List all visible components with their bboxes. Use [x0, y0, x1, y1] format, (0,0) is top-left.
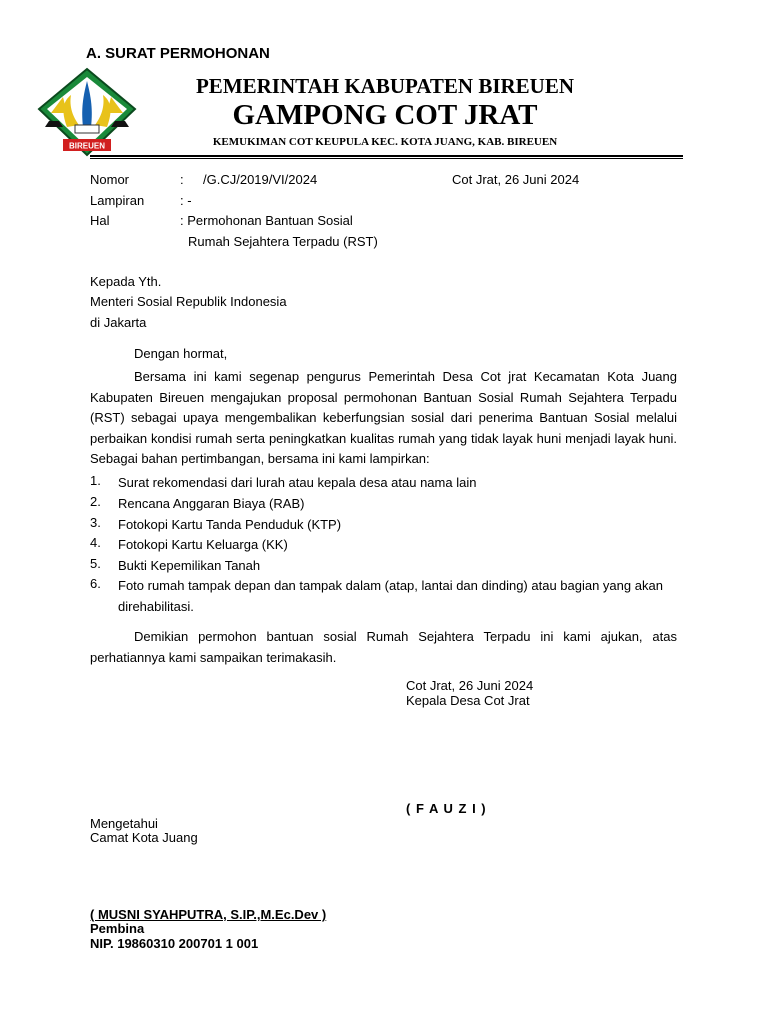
signature-position: Kepala Desa Cot Jrat [406, 693, 530, 708]
nomor-label: Nomor [90, 172, 130, 187]
bireuen-emblem-icon [37, 67, 137, 157]
recipient-line3: di Jakarta [90, 315, 147, 330]
greeting: Dengan hormat, [134, 346, 228, 361]
body-paragraph: Bersama ini kami segenap pengurus Pemerintah Desa Cot jrat Kecamatan Kota Juang Kabupaten Bireuen mengajukan proposal permohonan Bantuan Sosial Rumah Sejahtera Terpadu (RST) sebagai upaya mengembalikan keberfungsian sosial dari penerima Bantuan Sosial melalui perbaikan kondisi rumah serta peningkatkan kualitas rumah yang tidak layak huni menjadi layak huni. Sebagai bahan pertimbangan, bersama ini kami lampirkan: [90, 369, 677, 466]
lampiran-label: Lampiran [90, 193, 145, 208]
attachment-item: Rencana Anggaran Biaya (RAB) [118, 496, 305, 511]
acknowledgement-label: Mengetahui [90, 816, 158, 831]
attachment-number: 6. [90, 576, 101, 591]
attachment-item: Fotokopi Kartu Tanda Penduduk (KTP) [118, 517, 342, 532]
lampiran-value: : - [180, 193, 192, 208]
hal-value: : Permohonan Bantuan Sosial [180, 213, 353, 228]
letter-date: Cot Jrat, 26 Juni 2024 [452, 172, 580, 187]
attachment-number: 1. [90, 473, 101, 488]
closing-paragraph: Demikian permohon bantuan sosial Rumah Sejahtera Terpadu ini kami ajukan, atas perhatiannya kami sampaikan terimakasih. [90, 629, 677, 665]
nomor-colon: : [180, 172, 184, 187]
recipient-line1: Kepada Yth. [90, 274, 162, 289]
camat-rank: Pembina [90, 921, 145, 936]
attachment-number: 3. [90, 515, 101, 530]
attachment-number: 2. [90, 494, 101, 509]
letterhead-rule-thin [90, 158, 683, 159]
attachment-item: Fotokopi Kartu Keluarga (KK) [118, 537, 288, 552]
recipient-line2: Menteri Sosial Republik Indonesia [90, 294, 287, 309]
attachment-item: Foto rumah tampak depan dan tampak dalam (atap, lantai dan dinding) atau bagian yang akan direhabilitasi. [118, 578, 663, 614]
attachment-number: 5. [90, 556, 101, 571]
hal-value-line2: Rumah Sejahtera Terpadu (RST) [188, 234, 378, 249]
camat-nip: NIP. 19860310 200701 1 001 [90, 936, 259, 951]
letterhead-government: PEMERINTAH KABUPATEN BIREUEN [195, 74, 575, 98]
signature-place-date: Cot Jrat, 26 Juni 2024 [406, 678, 534, 693]
attachment-item: Surat rekomendasi dari lurah atau kepala desa atau nama lain [118, 475, 477, 490]
signature-name: ( F A U Z I ) [406, 801, 487, 816]
nomor-value: /G.CJ/2019/VI/2024 [203, 172, 318, 187]
acknowledgement-office: Camat Kota Juang [90, 830, 198, 845]
section-title: A. SURAT PERMOHONAN [86, 45, 270, 62]
camat-name: ( MUSNI SYAHPUTRA, S.IP.,M.Ec.Dev ) [90, 907, 327, 922]
letterhead-address: KEMUKIMAN COT KEUPULA KEC. KOTA JUANG, KAB. BIREUEN [212, 136, 558, 148]
letterhead-rule-thick [90, 155, 683, 157]
logo-text: BIREUEN [68, 141, 106, 151]
attachment-item: Bukti Kepemilikan Tanah [118, 558, 261, 573]
hal-label: Hal [90, 213, 110, 228]
attachment-number: 4. [90, 535, 101, 550]
letterhead-village: GAMPONG COT JRAT [232, 99, 538, 131]
